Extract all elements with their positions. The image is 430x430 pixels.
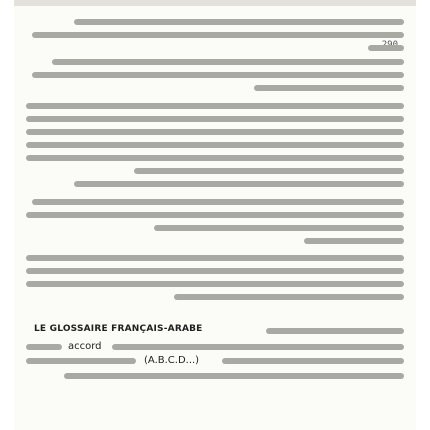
paragraph-1 <box>26 16 404 55</box>
glossary-heading: LE GLOSSAIRE FRANÇAIS-ARABE <box>34 324 203 334</box>
paragraph-6 <box>26 370 404 383</box>
document-page <box>14 0 416 430</box>
page-top-band <box>14 0 416 6</box>
mixed-line-accord <box>26 340 404 354</box>
fragment-accord: accord <box>68 341 102 352</box>
mixed-line-alphabet <box>26 354 404 368</box>
glossary-heading-line <box>26 324 404 338</box>
fragment-alphabet: (A.B.C.D...) <box>144 355 200 366</box>
paragraph-2 <box>26 56 404 95</box>
paragraph-4 <box>26 196 404 248</box>
paragraph-5 <box>26 252 404 304</box>
paragraph-3 <box>26 100 404 191</box>
